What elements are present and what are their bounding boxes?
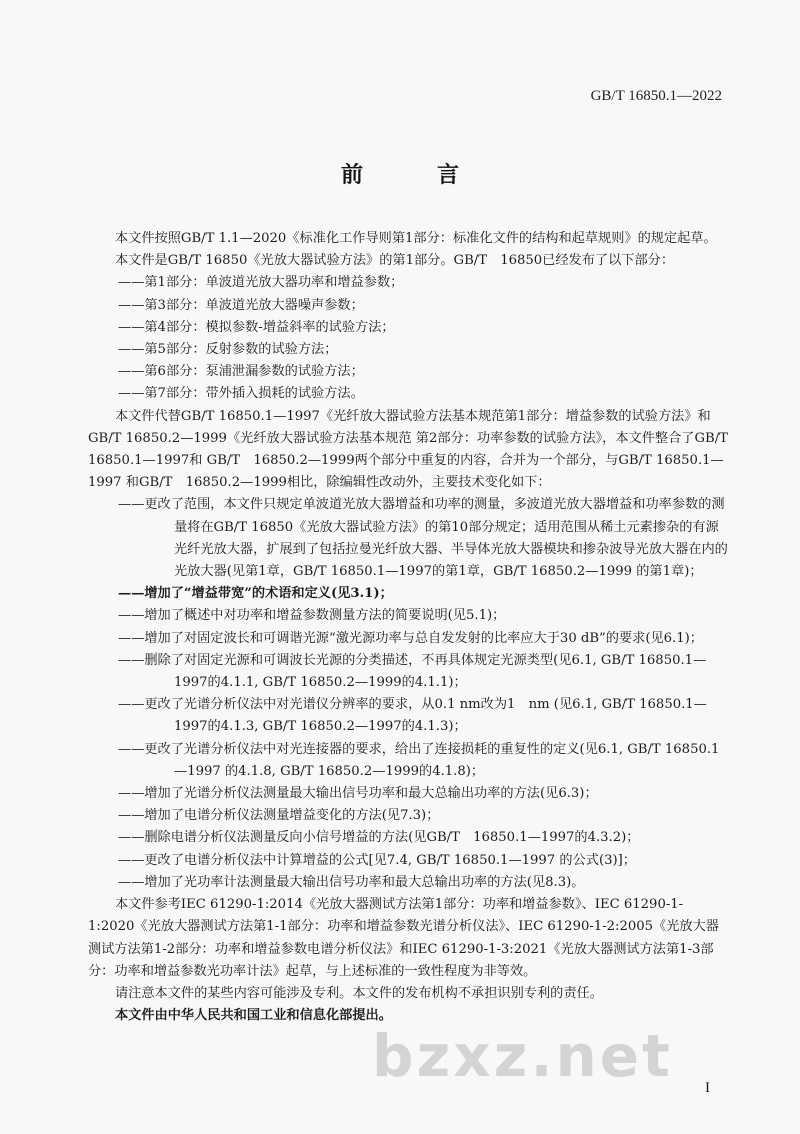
paragraph-proposer: 本文件由中华人民共和国工业和信息化部提出。: [115, 1008, 392, 1024]
paragraph-reference-standards: 本文件参考IEC 61290-1:2014《光放大器测试方法第1部分：功率和增益参数》、IEC 61290-1-1:2020《光放大器测试方法第1-1部分：功率和增益参数光谱分析仪法》、IEC 61290-1-2:2005《光放大器测试方法第1-2部分：功率和增益参数电谱分析仪法》和IEC 61290-1-3:2021《光放大器测试方法第1-3部分：功率和增益参数光功率计法》起草，与上述标准的一致性程度为非等效。: [88, 897, 719, 979]
list-item-change: ——删除电谱分析仪法测量反向小信号增益的方法(见GB/T 16850.1—1997的4.3.2)；: [118, 830, 640, 846]
page-number: I: [705, 1080, 710, 1096]
list-item-part: ——第4部分：模拟参数-增益斜率的试验方法；: [118, 319, 395, 335]
list-item-part: ——第7部分：带外插入损耗的试验方法。: [118, 386, 364, 402]
list-item-change: ——增加了光功率计法测量最大输出信号功率和最大总输出功率的方法(见8.3)。: [118, 874, 585, 890]
watermark: bzxz.net: [372, 1022, 673, 1090]
list-item-part: ——第3部分：单波道光放大器噪声参数；: [118, 297, 364, 313]
paragraph-series-intro: 本文件是GB/T 16850《光放大器试验方法》的第1部分。GB/T 16850已经发布了以下部分：: [115, 253, 675, 269]
list-item-change: ——更改了光谱分析仪法中对光谱仪分辨率的要求，从0.1 nm改为1 nm (见6.1, GB/T 16850.1—1997的4.1.3, GB/T 16850.2—1997的4.1.3)；: [118, 697, 707, 735]
list-item-part: ——第6部分：泵浦泄漏参数的试验方法；: [118, 364, 364, 380]
foreword-body: [88, 228, 742, 1027]
standard-code: GB/T 16850.1—2022: [590, 88, 722, 104]
list-item-change: ——增加了光谱分析仪法测量最大输出信号功率和最大总输出功率的方法(见6.3)；: [118, 786, 598, 802]
list-item-change: ——删除了对固定光源和可调波长光源的分类描述，不再具体规定光源类型(见6.1, GB/T 16850.1—1997的4.1.1, GB/T 16850.2—1999的4.1.1)；: [118, 652, 707, 691]
paragraph-patent-notice: 请注意本文件的某些内容可能涉及专利。本文件的发布机构不承担识别专利的责任。: [115, 985, 603, 1001]
list-item-part: ——第5部分：反射参数的试验方法；: [118, 342, 338, 358]
list-item-change: ——增加了对固定波长和可调谐光源“激光源功率与总自发发射的比率应大于30 dB”的要求(见6.1)；: [118, 630, 703, 646]
list-item-change: ——更改了光谱分析仪法中对光连接器的要求，给出了连接损耗的重复性的定义(见6.1, GB/T 16850.1—1997 的4.1.8, GB/T 16850.2—1999的4.1.8)；: [118, 741, 720, 779]
paragraph-drafting-rules: 本文件按照GB/T 1.1—2020《标准化工作导则第1部分：标准化文件的结构和起草规则》的规定起草。: [115, 231, 717, 246]
list-item-part: ——第1部分：单波道光放大器功率和增益参数；: [118, 275, 404, 291]
list-item-change: ——增加了“增益带宽”的术语和定义(见3.1)；: [118, 586, 393, 602]
list-item-change: ——增加了电谱分析仪法测量增益变化的方法(见7.3)；: [118, 808, 440, 824]
page-title: 前 言: [340, 162, 485, 188]
list-item-change: ——更改了电谱分析仪法中计算增益的公式[见7.4, GB/T 16850.1—1997 的公式(3)]；: [118, 852, 636, 868]
paragraph-replacement: 本文件代替GB/T 16850.1—1997《光纤放大器试验方法基本规范第1部分：增益参数的试验方法》和GB/T 16850.2—1999《光纤放大器试验方法基本规范 第2部分：功率参数的试验方法》，本文件整合了GB/T 16850.1—1997和 GB/T 16850.2—1999两个部分中重复的内容，合并为一个部分，与GB/T 16850.1—1997 和GB/T 16850.2—1999相比，除编辑性改动外，主要技术变化如下：: [88, 408, 742, 491]
list-item-change: ——更改了范围，本文件只规定单波道光放大器增益和功率的测量，多波道光放大器增益和功率参数的测量将在GB/T 16850《光放大器试验方法》的第10部分规定；适用范围从稀土元素掺杂的有源光纤光放大器，扩展到了包括拉曼光纤放大器、半导体光放大器模块和掺杂波导光放大器在内的光放大器(见第1章，GB/T 16850.1—1997的第1章，GB/T 16850.2—1999 的第1章)；: [118, 497, 728, 580]
list-item-change: ——增加了概述中对功率和增益参数测量方法的简要说明(见5.1)；: [118, 608, 506, 624]
